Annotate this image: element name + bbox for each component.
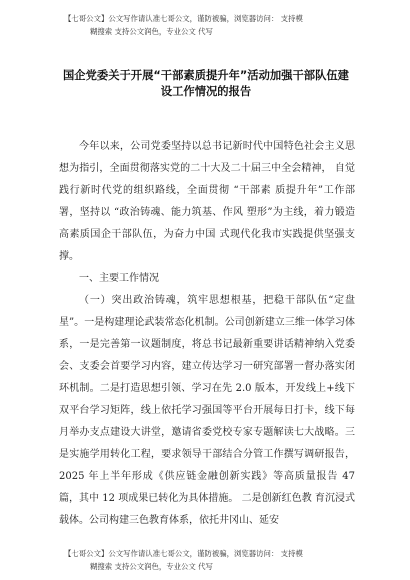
header-watermark-note xyxy=(64,12,364,38)
document-title-line-2: 设工作情况的报告 xyxy=(160,85,252,98)
body-paragraph: （一）突出政治铸魂，筑牢思想根基，把稳干部队伍“定盘星”。一是构建理论武装常态化机制。公司创新建立三维一体学习体系，一是完善第一议题制度，将总书记最新重要讲话精神纳入党委会、支委会首要学习内容，建立传达学习一研究部署一督办落实闭环机制。二是打造思想引领、学习在先 2.0 版本，开发线上+线下双平台学习矩阵，线上依托学习强国等平台开展每日打卡，线下每月举办支点建设大讲堂，邀请省委党校专家专题解读七大战略。三是实施学用转化工程，要求领导干部结合分管工作撰写调研报告，2025 年上半年形成《供应链金融创新实践》等高质量报告 47 篇，其中 12 项成果已转化为具体措施。 二是创新红色教 育沉浸式载体。公司构建三色教育体系，依托井冈山、延安 xyxy=(59,295,355,526)
intro-paragraph: 今年以来，公司党委坚持以总书记新时代中国特色社会主义思想为指引，全面贯彻落实党的二十大及二十届三中全会精神， 自觉践行新时代党的组织路线，全面贯彻 “干部素 质提升年”工作部署，坚持以 “政治铸魂、能力筑基、作风 塑形”为主线，着力锻造高素质国企干部队伍，为奋力中国 式现代化我市实践提供坚强支撑。 xyxy=(59,141,355,262)
footer-watermark-note xyxy=(64,547,364,573)
document-title-line-1: 国企党委关于开展“干部素质提升年”活动加强干部队伍建 xyxy=(63,69,349,82)
header-note-line-1: 【七哥公文】公文写作请认准七哥公文，谨防被骗，浏览器访问： 支持模 xyxy=(64,14,303,23)
document-body xyxy=(59,136,355,532)
footer-note-line-1: 【七哥公文】公文写作请认准七哥公文，谨防被骗，浏览器访问： 支持模 xyxy=(64,549,303,558)
section-heading: 一、主要工作情况 xyxy=(79,273,159,284)
document-title xyxy=(50,68,362,100)
header-note-line-2: 糊搜索 支持公文润色，专业公文 代写 xyxy=(90,27,213,36)
footer-note-line-2: 糊搜索 支持公文润色，专业公文 代写 xyxy=(90,562,213,571)
